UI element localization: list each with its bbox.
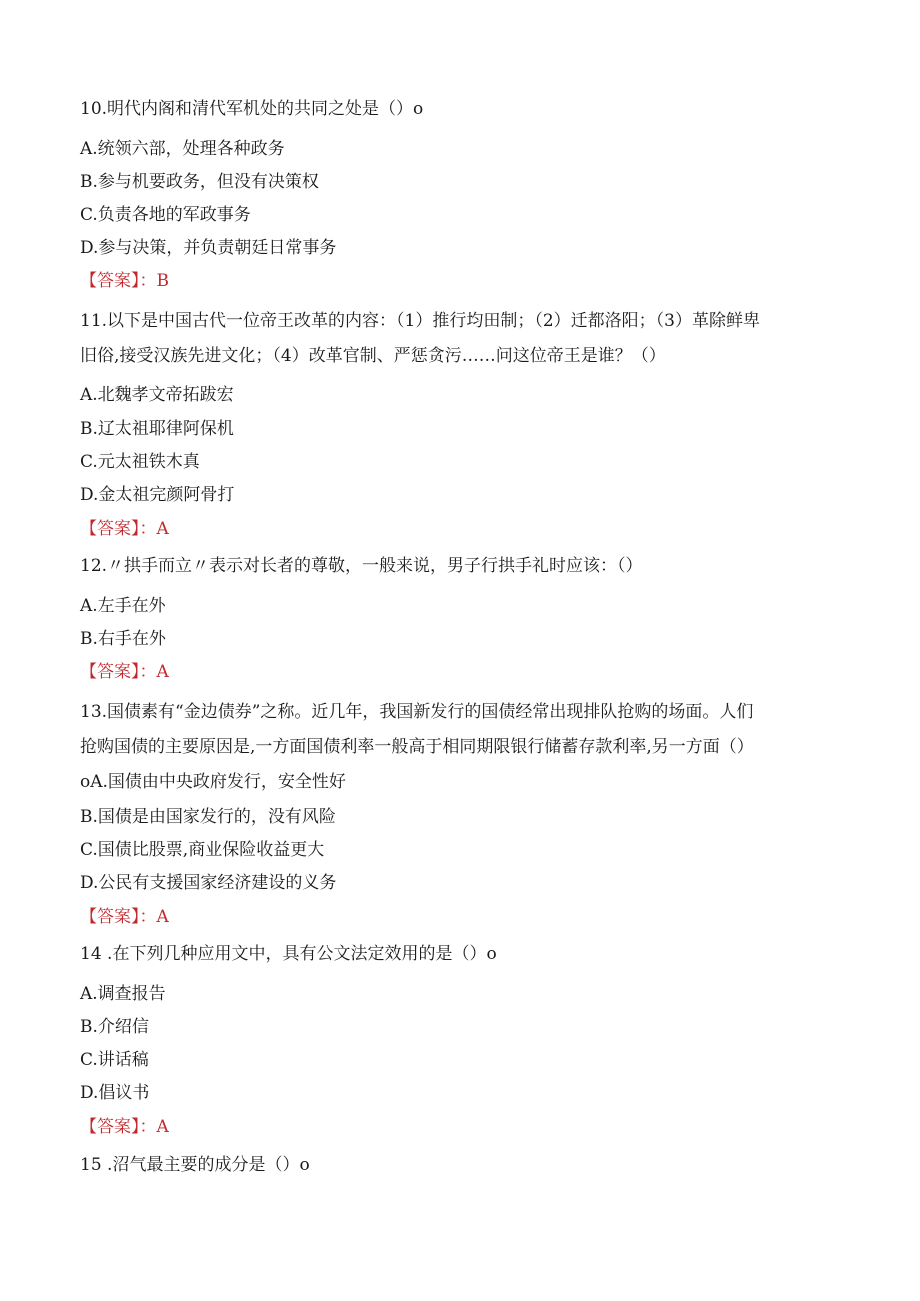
question-12-option-a: A.左手在外	[80, 596, 166, 616]
question-10-answer: 【答案】：B	[80, 271, 169, 291]
question-10-option-a: A.统领六部，处理各种政务	[80, 139, 285, 159]
question-13-option-c: C.国债比股票,商业保险收益更大	[80, 840, 325, 860]
question-11-option-b: B.辽太祖耶律阿保机	[80, 419, 234, 439]
question-14-option-a: A.调查报告	[80, 984, 166, 1004]
question-14-option-b: B.介绍信	[80, 1017, 149, 1037]
question-12-option-b: B.右手在外	[80, 629, 166, 649]
question-11-option-c: C.元太祖铁木真	[80, 452, 200, 472]
question-13-stem-line1: 13.国债素有“金边债券”之称。近几年，我国新发行的国债经常出现排队抢购的场面。人们	[80, 702, 754, 722]
question-10-option-c: C.负责各地的军政事务	[80, 205, 251, 225]
question-15-stem: 15 .沼气最主要的成分是（）o	[80, 1155, 310, 1175]
question-14-answer: 【答案】：A	[80, 1117, 169, 1137]
question-13-answer: 【答案】：A	[80, 907, 169, 927]
question-13-option-a: oA.国债由中央政府发行，安全性好	[80, 772, 346, 792]
question-14-option-c: C.讲话稿	[80, 1050, 149, 1070]
question-14-option-d: D.倡议书	[80, 1083, 150, 1103]
question-13-option-d: D.公民有支援国家经济建设的义务	[80, 873, 337, 893]
question-12-stem: 12.〃拱手而立〃表示对长者的尊敬，一般来说，男子行拱手礼时应该：（）	[80, 556, 643, 576]
question-10-option-d: D.参与决策，并负责朝廷日常事务	[80, 238, 337, 258]
question-11-stem-line2: 旧俗,接受汉族先进文化；（4）改革官制、严惩贪污……问这位帝王是谁？（）	[80, 346, 666, 366]
question-12-answer: 【答案】：A	[80, 662, 169, 682]
question-11-answer: 【答案】：A	[80, 519, 169, 539]
question-13-stem-line2: 抢购国债的主要原因是,一方面国债利率一般高于相同期限银行储蓄存款利率,另一方面（）	[80, 737, 754, 757]
question-10-option-b: B.参与机要政务，但没有决策权	[80, 172, 319, 192]
question-11-stem-line1: 11.以下是中国古代一位帝王改革的内容：（1）推行均田制；（2）迁都洛阳；（3）革除鲜卑	[80, 311, 760, 331]
question-11-option-a: A.北魏孝文帝拓跋宏	[80, 385, 234, 405]
question-13-option-b: B.国债是由国家发行的，没有风险	[80, 807, 336, 827]
question-14-stem: 14 .在下列几种应用文中，具有公文法定效用的是（）o	[80, 944, 497, 964]
question-11-option-d: D.金太祖完颜阿骨打	[80, 485, 235, 505]
question-10-stem: 10.明代内阁和清代军机处的共同之处是（）o	[80, 99, 424, 119]
